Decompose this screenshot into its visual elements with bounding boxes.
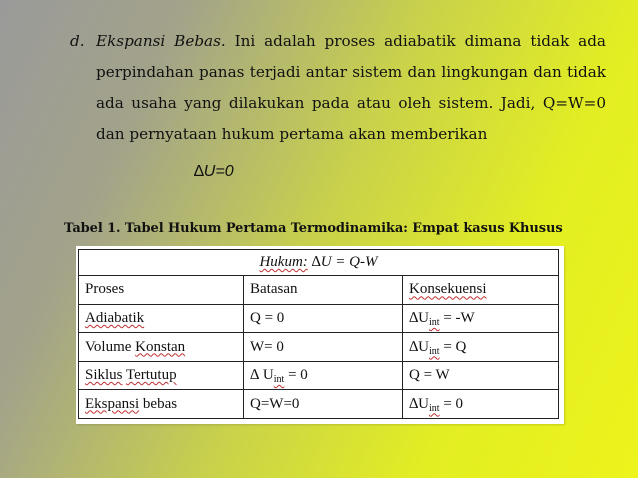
- column-header-proses: Proses: [79, 276, 244, 305]
- column-header-konsekuensi-label: Konsekuensi: [409, 281, 487, 298]
- table-row: [79, 390, 559, 419]
- cell-konsekuensi: Q = W: [403, 361, 559, 390]
- kons-sub: int: [429, 316, 440, 328]
- table-header-cell: [79, 250, 559, 276]
- cell-proses-a: Volume: [85, 338, 132, 355]
- column-header-konsekuensi: [403, 276, 559, 305]
- kons-pre: ∆U: [409, 395, 430, 412]
- table-columns-row: [79, 276, 559, 305]
- paragraph-body: [96, 26, 606, 150]
- batasan-post: = 0: [284, 367, 308, 384]
- cell-konsekuensi: [403, 390, 559, 419]
- thermo-law-table: [78, 249, 559, 419]
- formula-rest: =0: [215, 163, 234, 180]
- table-row: [79, 333, 559, 362]
- table-header-row: [79, 250, 559, 276]
- cell-proses: [79, 333, 244, 362]
- cell-konsekuensi: [403, 304, 559, 333]
- batasan-sub: int: [273, 374, 285, 386]
- column-header-batasan: Batasan: [244, 276, 403, 305]
- kons-post: = Q: [439, 338, 467, 355]
- cell-batasan: Q=W=0: [244, 390, 403, 419]
- cell-proses: [79, 390, 244, 419]
- cell-batasan: [244, 361, 403, 390]
- header-prefix: Hukum:: [259, 254, 308, 271]
- term-ekspansi-bebas: Ekspansi Bebas.: [96, 32, 226, 50]
- kons-sub: int: [429, 345, 440, 357]
- header-formula: ∆U = Q-W: [307, 254, 378, 271]
- cell-proses-b: bebas: [142, 395, 178, 412]
- formula-delta: ∆: [194, 163, 204, 180]
- cell-batasan: W= 0: [244, 333, 403, 362]
- kons-post: = 0: [439, 395, 464, 412]
- cell-proses-a: Siklus: [85, 367, 123, 384]
- cell-proses: [79, 361, 244, 390]
- cell-proses-b: Tertutup: [126, 367, 177, 384]
- paragraph-ekspansi-bebas: [70, 26, 606, 150]
- table-image: [76, 246, 564, 424]
- batasan-pre: ∆ U: [250, 367, 274, 384]
- formula-var: U: [203, 163, 216, 180]
- cell-proses: [79, 304, 244, 333]
- cell-konsekuensi: [403, 333, 559, 362]
- cell-proses-text: Adiabatik: [85, 309, 145, 326]
- list-marker: d.: [70, 32, 85, 50]
- table-row: [79, 361, 559, 390]
- cell-proses-a: Ekspansi: [85, 395, 140, 412]
- table-row: [79, 304, 559, 333]
- kons-pre: ∆U: [409, 309, 430, 326]
- paragraph-text: Ini adalah proses adiabatik dimana tidak ada perpindahan panas terjadi antar sistem dan lingkungan dan tidak ada usaha yang dilakukan pada atau oleh sistem. Jadi, Q=W=0 dan pernyataan hukum pertama akan memberikan: [96, 32, 606, 143]
- kons-pre: ∆U: [409, 338, 430, 355]
- cell-batasan: Q = 0: [244, 304, 403, 333]
- kons-post: = -W: [439, 309, 475, 326]
- kons-sub: int: [429, 402, 440, 414]
- cell-proses-b: Konstan: [135, 338, 186, 355]
- formula-delta-u: [194, 163, 234, 181]
- table-caption: Tabel 1. Tabel Hukum Pertama Termodinamika: Empat kasus Khusus: [64, 221, 563, 236]
